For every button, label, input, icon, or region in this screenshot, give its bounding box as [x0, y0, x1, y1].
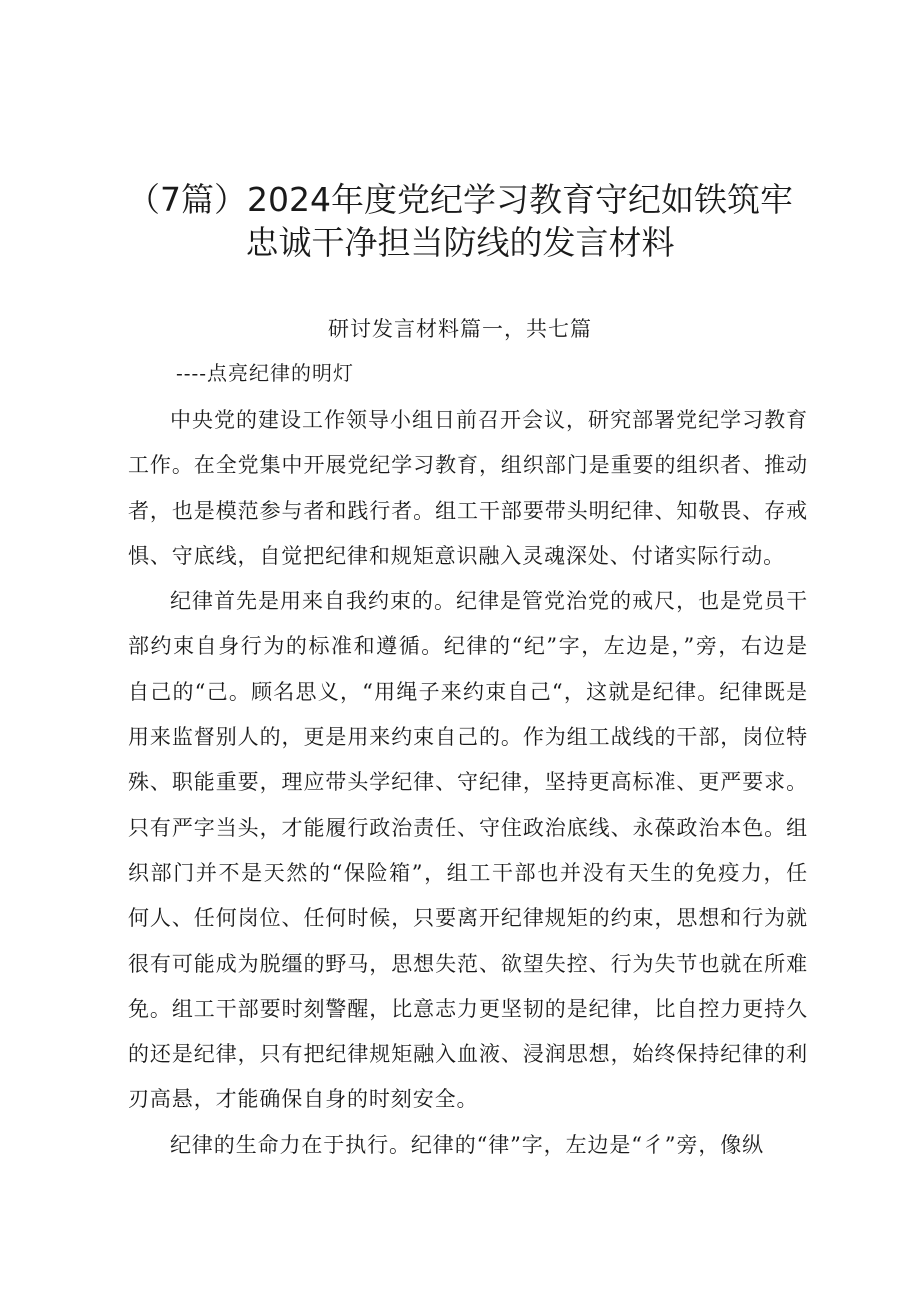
body-paragraph: 纪律的生命力在于执行。纪律的“律”字，左边是“彳”旁，像纵	[170, 1132, 765, 1157]
body-paragraph: 纪律首先是用来自我约束的。纪律是管党治党的戒尺，也是党员干部约束自身行为的标准和遵循。纪律的“纪”字，左边是，”旁，右边是自己的“己。顾名思义，“用绳子来约束自己“，这就是纪律。纪律既是用来监督别人的，更是用来约束自己的。作为组工战线的干部，岗位特殊、职能重要，理应带头学纪律、守纪律，坚持更高标准、更严要求。只有严字当头，才能履行政治责任、守住政治底线、永葆政治本色。组织部门并不是天然的“保险箱”，组工干部也并没有天生的免疫力，任何人、任何岗位、任何时候，只要离开纪律规矩的约束，思想和行为就很有可能成为脱缰的野马，思想失范、欲望失控、行为失节也就在所难免。组工干部要时刻警醒，比意志力更坚韧的是纪律，比自控力更持久的还是纪律，只有把纪律规矩融入血液、浸润思想，始终保持纪律的利刃高悬，才能确保自身的时刻安全。	[128, 589, 808, 1112]
section-heading: ----点亮纪律的明灯	[176, 361, 355, 385]
document-title-line-2: 忠诚干净担当防线的发言材料	[245, 223, 675, 263]
body-paragraph: 中央党的建设工作领导小组日前召开会议，研究部署党纪学习教育工作。在全党集中开展党纪学习教育，组织部门是重要的组织者、推动者，也是模范参与者和践行者。组工干部要带头明纪律、知敬畏、存戒惧、守底线，自觉把纪律和规矩意识融入灵魂深处、付诸实际行动。	[128, 408, 808, 568]
document-body	[128, 398, 808, 1168]
document-subtitle: 研讨发言材料篇一，共七篇	[328, 317, 592, 341]
document-title-line-1: （7篇）2024年度党纪学习教育守纪如铁筑牢	[127, 180, 793, 220]
document-title	[60, 180, 860, 272]
